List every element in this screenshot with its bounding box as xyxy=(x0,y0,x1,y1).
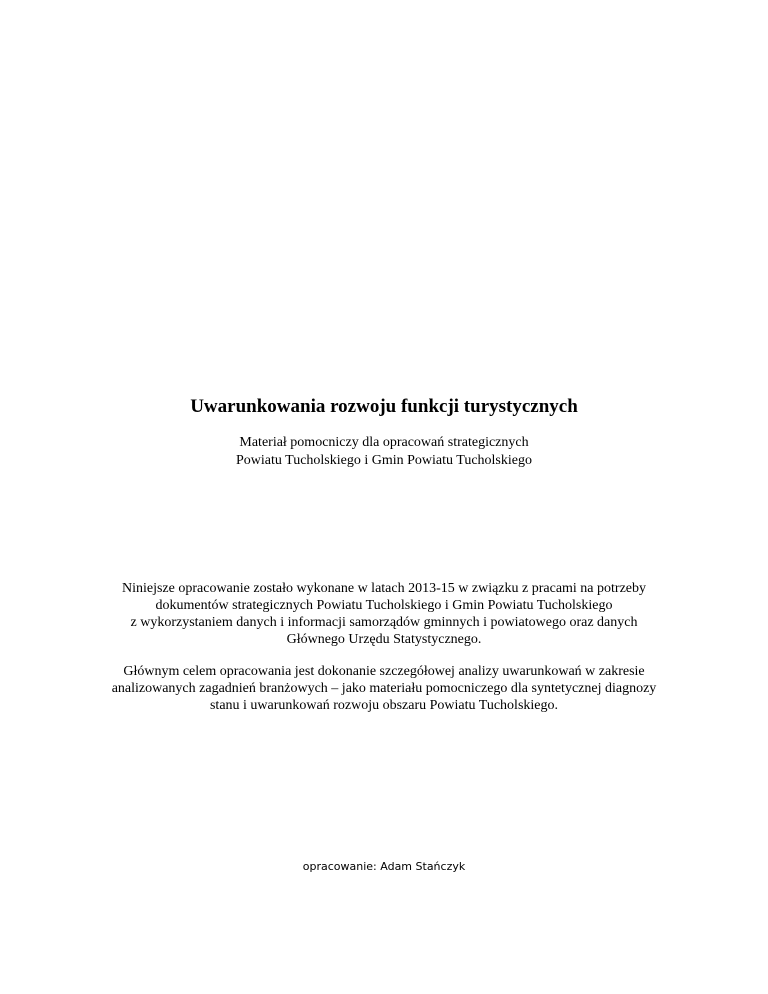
author-credit: opracowanie: Adam Stańczyk xyxy=(302,860,466,873)
paragraph-line: Głównego Urzędu Statystycznego. xyxy=(286,632,482,647)
intro-paragraph xyxy=(0,580,768,648)
goal-paragraph xyxy=(0,663,768,714)
subtitle-line: Powiatu Tucholskiego i Gmin Powiatu Tucholskiego xyxy=(236,453,532,468)
document-title: Uwarunkowania rozwoju funkcji turystycznych xyxy=(190,396,578,417)
paragraph-line: Niniejsze opracowanie zostało wykonane w latach 2013-15 w związku z pracami na potrzeby xyxy=(121,581,646,596)
subtitle-line: Materiał pomocniczy dla opracowań strategicznych xyxy=(239,435,529,450)
paragraph-line: z wykorzystaniem danych i informacji samorządów gminnych i powiatowego oraz danych xyxy=(130,615,638,630)
document-subtitle xyxy=(0,434,768,470)
paragraph-line: stanu i uwarunkowań rozwoju obszaru Powiatu Tucholskiego. xyxy=(209,698,559,713)
paragraph-line: Głównym celem opracowania jest dokonanie szczegółowej analizy uwarunkowań w zakresie xyxy=(123,664,645,679)
paragraph-line: dokumentów strategicznych Powiatu Tucholskiego i Gmin Powiatu Tucholskiego xyxy=(155,598,613,613)
paragraph-line: analizowanych zagadnień branżowych – jako materiału pomocniczego dla syntetycznej diagnozy xyxy=(111,681,657,696)
